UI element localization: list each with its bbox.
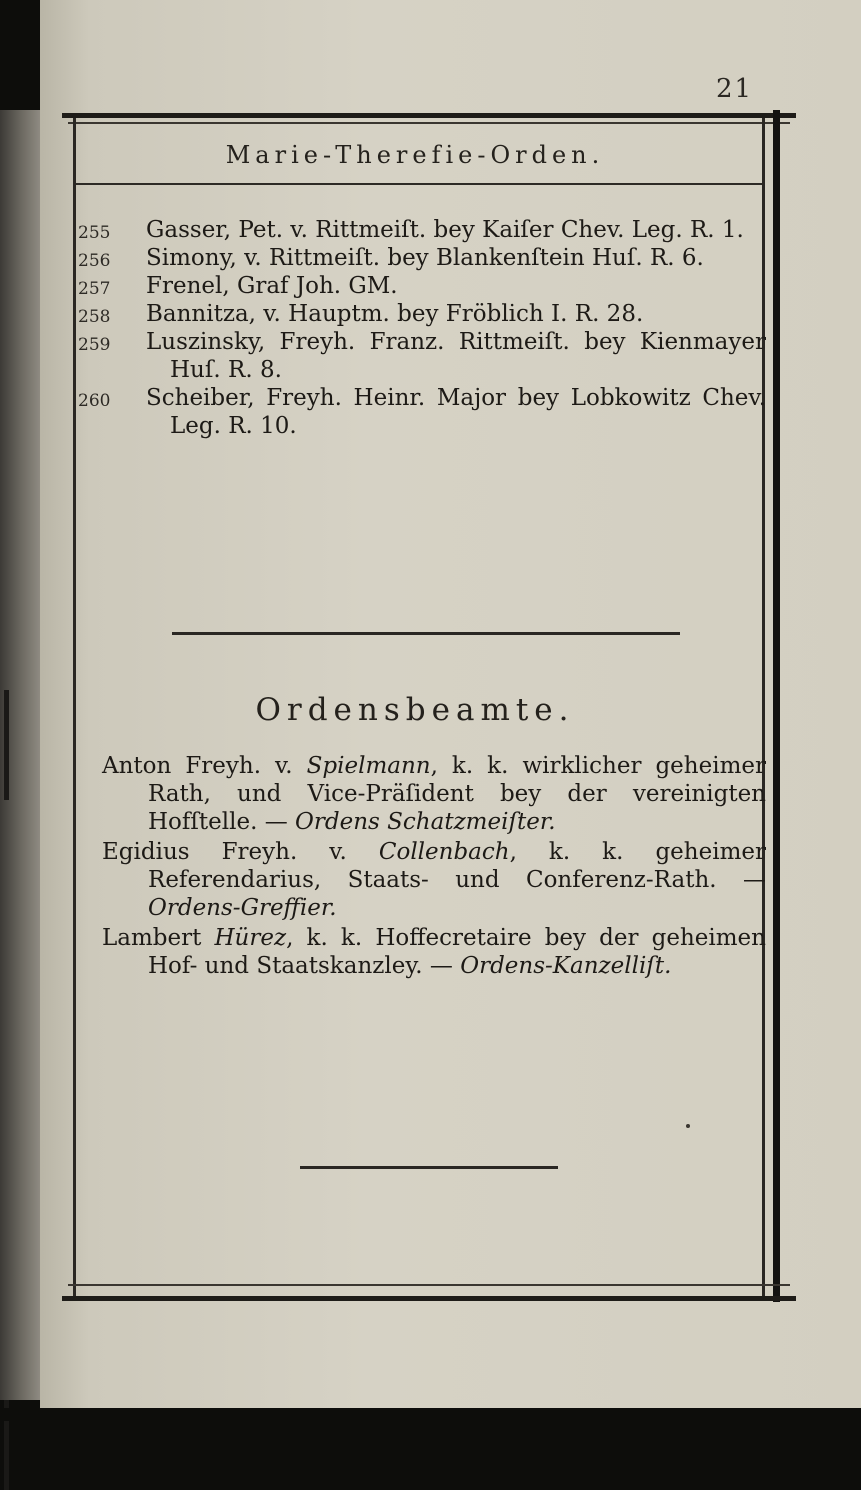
frame-border-left [73,118,76,1298]
official-name: Hürez [214,925,287,951]
closing-divider [300,1166,558,1169]
facing-page-edge [0,110,40,1400]
official-prefix: Anton Freyh. v. [102,753,307,779]
frame-border-bottom [62,1296,796,1301]
entry-text: Frenel, Graf Joh. GM. [146,273,398,299]
list-entry [78,300,768,328]
entry-number: 256 [78,251,111,271]
entry-number: 259 [78,335,111,355]
official-prefix: Lambert [102,925,215,951]
facing-page-mark [4,690,9,800]
official-role: Ordens-Kanzelliſt. [460,953,672,979]
official-description: , k. k. wirklicher geheimer Rath, und Vice-Präſident bey der vereinigten Hofſtelle. — [148,753,766,835]
official-entry [102,838,766,922]
official-entry [102,924,766,980]
list-entry [78,328,768,384]
book-page [40,0,861,1408]
page-number: 21 [716,74,754,104]
list-entry [78,384,768,440]
list-entry [78,244,768,272]
ink-dot [686,1124,690,1128]
entry-number: 258 [78,307,111,327]
entry-text: Gasser, Pet. v. Rittmeiſt. bey Kaiſer Chev. Leg. R. 1. [146,217,744,243]
official-description: , k. k. Hoffecretaire bey der geheimen Hof- und Staatskanzley. — [148,925,766,979]
officials-title: Ordensbeamte. [255,692,575,728]
entry-text: Scheiber, Freyh. Heinr. Major bey Lobkowitz Chev. Leg. R. 10. [146,385,766,439]
frame-border-bottom-inner [68,1284,790,1286]
frame-border-top [62,113,796,118]
entry-text: Simony, v. Rittmeiſt. bey Blankenſtein Huſ. R. 6. [146,245,704,271]
section-divider [172,632,680,635]
entry-text: Bannitza, v. Hauptm. bey Fröblich I. R. 28. [146,301,644,327]
section-title: Marie-Therefie-Orden. [225,141,605,169]
official-entry [102,752,766,836]
official-name: Spielmann [306,753,431,779]
entry-number: 255 [78,223,111,243]
frame-border-top-inner [68,122,790,124]
official-role: Ordens-Greffier. [148,895,337,921]
header-divider [76,183,762,185]
entry-number: 260 [78,391,111,411]
official-description: , k. k. geheimer Referendarius, Staats- und Conferenz-Rath. — [148,839,766,893]
frame-border-right [773,110,780,1302]
scan-bottom-edge [0,1408,861,1421]
official-prefix: Egidius Freyh. v. [102,839,379,865]
officials-list [102,752,766,982]
entry-number: 257 [78,279,111,299]
entry-text: Luszinsky, Freyh. Franz. Rittmeiſt. bey Kienmayer Huſ. R. 8. [146,329,766,383]
entry-list [78,216,768,440]
official-name: Collenbach [378,839,510,865]
list-entry [78,216,768,244]
official-role: Ordens Schatzmeiſter. [295,809,556,835]
list-entry [78,272,768,300]
